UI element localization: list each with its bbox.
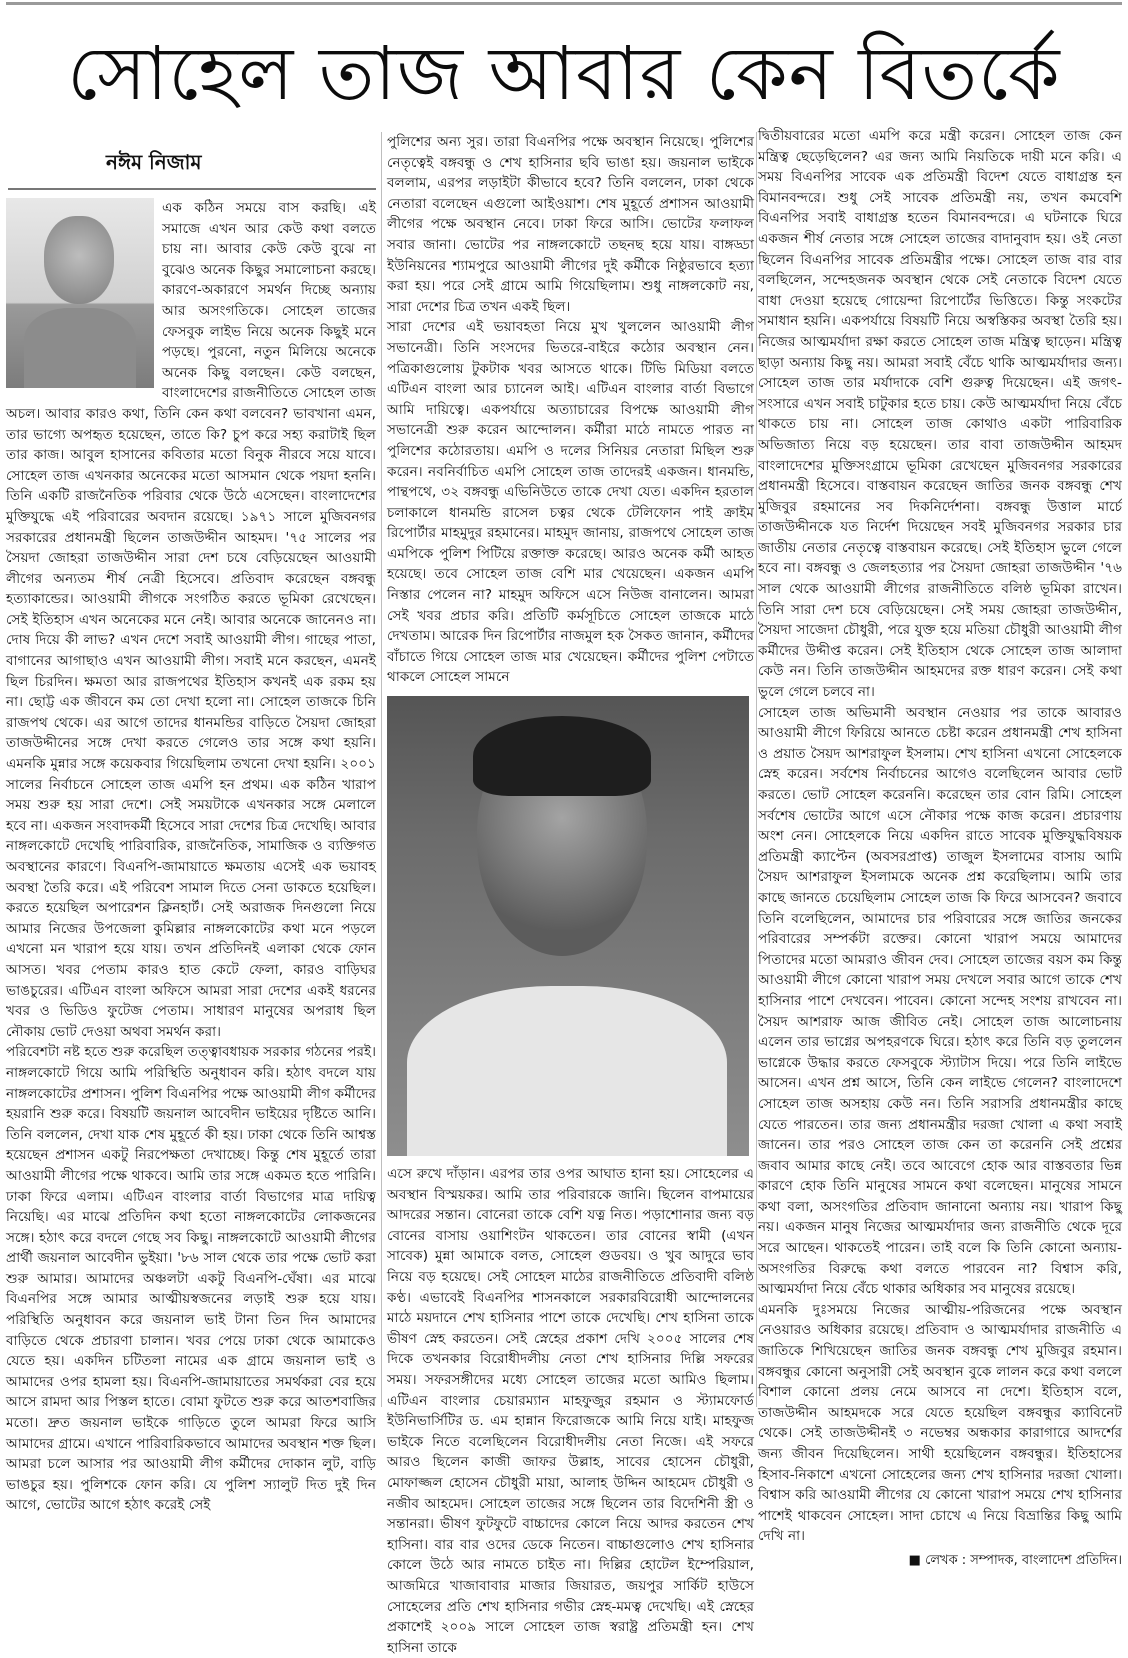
paragraph: এমনকি দুঃসময়ে নিজের আত্মীয়-পরিজনের পক্ষে অবস্থান নেওয়ারও অধিকার রয়েছে। প্রতিবাদ ও আত্মমর্যাদার রাজনীতি এ জাতিকে শিখিয়েছেন জাতির জনক বঙ্গবন্ধু শেখ মুজিবুর রহমান। বঙ্গবন্ধুর কোনো অনুসারী সেই অবস্থান বুকে লালন করে কথা বললে বিশাল কোনো প্রলয় নেমে আসবে না দেশে। ইতিহাস বলে, তাজউদ্দীন আহমদকে সরে যেতে হয়েছিল বঙ্গবন্ধুর ক্যাবিনেট থেকে। সেই তাজউদ্দীনই ৩ নভেম্বর অন্ধকার কারাগারে আদর্শের জন্য জীবন দিয়েছিলেন। সাথী হয়েছিলেন বঙ্গবন্ধুর। ইতিহাসের হিসাব-নিকাশে এখনো সোহেলের জন্য শেখ হাসিনার দরজা খোলা। বিশ্বাস করি আওয়ামী লীগের যে কোনো খারাপ সময়ে শেখ হাসিনার পাশেই থাকবেন সোহেল। সাদা চোখে এ নিয়ে বিভ্রান্তির কিছু আমি দেখি না। [758, 1301, 1122, 1545]
portrait-shirt [407, 986, 727, 1156]
byline: নঈম নিজাম [106, 150, 202, 174]
portrait-hair [473, 716, 651, 796]
paragraph: পুলিশের অন্য সুর। তারা বিএনপির পক্ষে অবস্থান নিয়েছে। পুলিশের নেতৃত্বেই বঙ্গবন্ধু ও শেখ হাসিনার ছবি ভাঙা হয়। জয়নাল ভাইকে বললাম, এরপর লড়াইটা কীভাবে হবে? তিনি বললেন, ঢাকা থেকে নেতারা বলেছেন এগুলো আইওয়াশ। শেষ মুহূর্তে প্রশাসন আওয়ামী লীগের পক্ষে অবস্থান নেবে। ঢাকা ফিরে আসি। ভোটের ফলাফল সবার জানা। ভোটের পর নাঙ্গলকোটে তছনছ হয়ে যায়। বাঙ্গড্ডা ইউনিয়নের শ্যামপুরে আওয়ামী লীগের দুই কর্মীকে নিষ্ঠুরভাবে হত্যা করা হয়। পরে সেই গ্রামে আমি গিয়েছিলাম। শুধু নাঙ্গলকোট নয়, সারা দেশের চিত্র তখন একই ছিল। [387, 134, 754, 315]
portrait-face [44, 216, 114, 304]
author-signature: ■ লেখক : সম্পাদক, বাংলাদেশ প্রতিদিন। [908, 1552, 1122, 1568]
subject-portrait [387, 696, 749, 1156]
article-column-1 [6, 126, 376, 1514]
paragraph: এক কঠিন সময়ে বাস করছি। এই সমাজে এখন আর কেউ কথা বলতে চায় না। আবার কেউ কেউ বুঝে না বুঝেও অনেক কিছুর সমালোচনা করছে। কারণে-অকারণে সমর্থন দিচ্ছে অন্যায় আর অসংগতিকে। সোহেল তাজের ফেসবুক লাইভ নিয়ে অনেক কিছুই মনে পড়ছে। পুরনো, নতুন মিলিয়ে অনেকে অনেক কিছু বলছেন। কেউ বলছেন, বাংলাদেশের রাজনীতিতে সোহেল তাজ অচল। আবার কারও কথা, তিনি কেন কথা বলবেন? ভাবখানা এমন, তার ভাগ্যে অপহৃত হয়েছেন, তাতে কি? চুপ করে সহ্য করাটাই ছিল তার কাজ। আবুল হাসানের কবিতার মতো বিনুক নীরবে সয়ে যাবে। সোহেল তাজ এখনকার অনেকের মতো আসমান থেকে পয়দা হননি। তিনি একটি রাজনৈতিক পরিবার থেকে উঠে এসেছেন। বাংলাদেশের মুক্তিযুদ্ধে এই পরিবারের অবদান রয়েছে। ১৯৭১ সালে মুজিবনগর সরকারের প্রধানমন্ত্রী ছিলেন তাজউদ্দীন আহমদ। '৭৫ সালের পর সৈয়দা জোহরা তাজউদ্দীন সারা দেশ চষে বেড়িয়েছেন আওয়ামী লীগের অন্যতম শীর্ষ নেত্রী হিসেবে। প্রতিবাদ করেছেন বঙ্গবন্ধু হত্যাকান্ডের। আওয়ামী লীগকে সংগঠিত করতে ভূমিকা রেখেছেন। সেই ইতিহাস এখন অনেকের মনে নেই। আবার অনেকে জানেনও না। দোষ দিয়ে কী লাভ? এখন দেশে সবাই আওয়ামী লীগ। গাছের পাতা, বাগানের আগাছাও এখন আওয়ামী লীগ। সবাই মনে করছেন, এমনই ছিল চিরদিন। ক্ষমতা আর রাজপথের ইতিহাস কখনই এক রকম হয় না। ছোট্ট এক জীবনে কম তো দেখা হলো না। সোহেল তাজকে চিনি রাজপথ থেকে। এর আগে তাদের ধানমন্ডির বাড়িতে সৈয়দা জোহরা তাজউদ্দীনের সঙ্গে দেখা করতে গেলেও তার সঙ্গে কথা হয়নি। এমনকি মুন্নার সঙ্গে কয়েকবার গিয়েছিলাম তখনো দেখা হয়নি। ২০০১ সালের নির্বাচনে সোহেল তাজ এমপি হন প্রথম। এক কঠিন খারাপ সময় শুরু হয় সারা দেশে। সেই সময়টাকে এখনকার সঙ্গে মেলালে হবে না। একজন সংবাদকর্মী হিসেবে সারা দেশের চিত্র দেখেছি। আবার নাঙ্গলকোটে দেখেছি পারিবারিক, রাজনৈতিক, সামাজিক ও ব্যক্তিগত অবস্থানের কারণে। বিএনপি-জামায়াতে ক্ষমতায় এসেই এক ভয়াবহ অবস্থা তৈরি করে। এই পরিবেশ সামাল দিতে সেনা ডাকতে হয়েছিল। করতে হয়েছিল অপারেশন ক্লিনহার্ট। সেই অরাজক দিনগুলো নিয়ে আমার নিজের উপজেলা কুমিল্লার নাঙ্গলকোটের কথা মনে পড়লে এখনো মন খারাপ হয়ে যায়। তখন প্রতিদিনই এলাকা থেকে ফোন আসত। খবর পেতাম কারও হাত কেটে ফেলা, কারও বাড়িঘর ভাঙচুরের। এটিএন বাংলা অফিসে আমরা সারা দেশের একই ধরনের খবর ও ভিডিও ফুটেজ পেতাম। সাধারণ মানুষের অপরাধ ছিল নৌকায় ভোট দেওয়া অথবা সমর্থন করা। [6, 200, 376, 1040]
paragraph: পরিবেশটা নষ্ট হতে শুরু করেছিল তত্ত্বাবধায়ক সরকার গঠনের পরই। নাঙ্গলকোটে গিয়ে আমি পরিস্থিতি অনুধাবন করি। হঠাৎ বদলে যায় নাঙ্গলকোটের প্রশাসন। পুলিশ বিএনপির পক্ষে আওয়ামী লীগ কর্মীদের হয়রানি শুরু করে। বিষয়টি জয়নাল আবেদীন ভাইয়ের দৃষ্টিতে আনি। তিনি বললেন, দেখা যাক শেষ মুহূর্তে কী হয়। ঢাকা থেকে তিনি আশ্বস্ত হয়েছেন প্রশাসন একটু নিরপেক্ষতা দেখাচ্ছে। কিন্তু শেষ মুহূর্তে তারা আওয়ামী লীগের পক্ষে থাকবে। আমি তার সঙ্গে একমত হতে পারিনি। ঢাকা ফিরে এলাম। এটিএন বাংলার বার্তা বিভাগের মাত্র দায়িত্ব নিয়েছি। এর মাঝে প্রতিদিন কথা হতো নাঙ্গলকোটের লোকজনের সঙ্গে। হঠাৎ করে বদলে গেছে সব কিছু। নাঙ্গলকোটে আওয়ামী লীগের প্রার্থী জয়নাল আবেদীন ভুইয়া। '৮৬ সাল থেকে তার পক্ষে ভোট করা শুরু আমার। আমাদের অঞ্চলটা একটু বিএনপি-ঘেঁষা। এর মাঝে বিএনপির সঙ্গে আমার আত্মীয়স্বজনের লড়াই শুরু হয়ে যায়। পরিস্থিতি অনুধাবন করে জয়নাল ভাই টানা তিন দিন আমাদের বাড়িতে থেকে প্রচারণা চালান। খবর পেয়ে ঢাকা থেকে আমাকেও যেতে হয়। একদিন চটিতলা নামের এক গ্রামে জয়নাল ভাই ও আমাদের ওপর হামলা হয়। বিএনপি-জামায়াতের সমর্থকরা বের হয়ে আসে রামদা আর পিস্তল হাতে। বোমা ফুটতে শুরু করে আতশবাজির মতো। দ্রুত জয়নাল ভাইকে গাড়িতে তুলে আমরা ফিরে আসি আমাদের গ্রামে। এখানে পারিবারিকভাবে আমাদের অবস্থান শক্ত ছিল। আমরা চলে আসার পর আওয়ামী লীগ কর্মীদের দোকান লুট, বাড়ি ভাঙচুর হয়। পুলিশকে ফোন করি। যে পুলিশ স্যালুট দিত দুই দিন আগে, ভোটের আগে হঠাৎ করেই সেই [6, 1044, 376, 1514]
author-portrait [6, 198, 154, 388]
column-divider [381, 132, 382, 1407]
paragraph: এসে রুখে দাঁড়ান। এরপর তার ওপর আঘাত হানা হয়। সোহেলের এ অবস্থান বিস্ময়কর। আমি তার পরিবারকে জানি। ছিলেন বাপমায়ের আদরের সন্তান। বোনেরা তাকে বেশি যত্ন নিত। পড়াশোনার জন্য বড় বোনের বাসায় ওয়াশিংটন থাকতেন। তার বোনের স্বামী (এখন সাবেক) মুন্না আমাকে বলত, সোহেল গুডবয়। ও খুব আদুরে ভাব নিয়ে বড় হয়েছে। সেই সোহেল মাঠের রাজনীতিতে প্রতিবাদী বলিষ্ঠ কণ্ঠ। এভাবেই বিএনপির শাসনকালে সরকারবিরোধী আন্দোলনের মাঠে ময়দানে শেখ হাসিনার পাশে তাকে দেখেছি। শেখ হাসিনা তাকে ভীষণ স্নেহ করতেন। সেই স্নেহের প্রকাশ দেখি ২০০৫ সালের শেষ দিকে তখনকার বিরোধীদলীয় নেতা শেখ হাসিনার দিল্লি সফরের সময়। সফরসঙ্গীদের মধ্যে সোহেল তাজের মতো আমিও ছিলাম। এটিএন বাংলার চেয়ারম্যান মাহফুজুর রহমান ও স্ট্যামফোর্ড ইউনিভার্সিটির ড. এম হান্নান ফিরোজকে আমি নিয়ে যাই। মাহফুজ ভাইকে নিতে বলেছিলেন বিরোধীদলীয় নেতা নিজে। এই সফরে আরও ছিলেন কাজী জাফর উল্লাহ, সাবের হোসেন চৌধুরী, মোফাজ্জল হোসেন চৌধুরী মায়া, আলাহ উদ্দিন আহমেদ চৌধুরী ও নজীব আহমেদ। সোহেল তাজের সঙ্গে ছিলেন তার বিদেশিনী স্ত্রী ও সন্তানরা। ভীষণ ফুটফুটে বাচ্চাদের কোলে নিয়ে আদর করতেন শেখ হাসিনা। বার বার ওদের ডেকে নিতেন। বাচ্চাগুলোও শেখ হাসিনার কোলে উঠে আর নামতে চাইত না। দিল্লির হোটেল ইম্পেরিয়াল, আজমিরে খাজাবাবার মাজার জিয়ারত, জয়পুর সার্কিট হাউসে সোহেলের প্রতি শেখ হাসিনার গভীর স্নেহ-মমত্ব দেখেছি। এই স্নেহের প্রকাশেই ২০০৯ সালে সোহেল তাজ স্বরাষ্ট্র প্রতিমন্ত্রী হন। শেখ হাসিনা তাকে [387, 1166, 754, 1656]
column-divider [756, 132, 757, 1407]
paragraph: দ্বিতীয়বারের মতো এমপি করে মন্ত্রী করেন। সোহেল তাজ কেন মন্ত্রিত্ব ছেড়েছিলেন? এর জন্য আমি নিয়তিকে দায়ী মনে করি। এ সময় বিএনপির সাবেক এক প্রতিমন্ত্রী বিদেশ যেতে বাধাগ্রস্ত হন বিমানবন্দরে। শুধু সেই সাবেক প্রতিমন্ত্রী নয়, তখন কমবেশি বিএনপির সবাই বাধাগ্রস্ত হতেন বিমানবন্দরে। এ ঘটনাকে ঘিরে একজন শীর্ষ নেতার সঙ্গে সোহেল তাজের বাদানুবাদ হয়। ওই নেতা ছিলেন বিএনপির সাবেক প্রতিমন্ত্রীর পক্ষে। সোহেল তাজ বার বার বলছিলেন, সন্দেহজনক অবস্থান থেকে সেই নেতাকে বিদেশ যেতে বাধা দেওয়া হয়েছে গোয়েন্দা রিপোর্টের ভিত্তিতে। কিন্তু সংকটের সমাধান হয়নি। একপর্যায়ে বিষয়টি নিয়ে অস্বস্তিকর অবস্থা তৈরি হয়। নিজের আত্মমর্যাদা রক্ষা করতে সোহেল তাজ মন্ত্রিত্ব ছাড়েন। মন্ত্রিত্ব ছাড়া অন্যায় কিছু নয়। আমরা সবাই বেঁচে থাকি আত্মমর্যাদার জন্য। সোহেল তাজ তার মর্যাদাকে বেশি গুরুত্ব দিয়েছেন। এই জগৎ-সংসারে এখন সবাই চাটুকার হতে চায়। কেউ আত্মমর্যাদা নিয়ে বেঁচে থাকতে চায় না। সোহেল তাজ কোথাও একটা পারিবারিক অভিজাত্য নিয়ে বড় হয়েছেন। তার বাবা তাজউদ্দীন আহমদ বাংলাদেশের মুক্তিসংগ্রামে ভূমিকা রেখেছেন মুজিবনগর সরকারের প্রধানমন্ত্রী হিসেবে। বাস্তবায়ন করেছেন জাতির জনক বঙ্গবন্ধু শেখ মুজিবুর রহমানের সব দিকনির্দেশনা। বঙ্গবন্ধু উত্তাল মার্চে তাজউদ্দীনকে যত নির্দেশ দিয়েছেন সবই মুজিবনগর সরকার চার জাতীয় নেতার নেতৃত্বে বাস্তবায়ন করেছে। সেই ইতিহাস ভুলে গেলে হবে না। বঙ্গবন্ধু ও জেলহত্যার পর সৈয়দা জোহরা তাজউদ্দীন '৭৬ সাল থেকে আওয়ামী লীগের রাজনীতিতে বলিষ্ঠ ভূমিকা রাখেন। তিনি সারা দেশ চষে বেড়িয়েছেন। সেই সময় জোহরা তাজউদ্দীন, সৈয়দা সাজেদা চৌধুরী, পরে যুক্ত হয়ে মতিয়া চৌধুরী আওয়ামী লীগ কর্মীদের উদ্দীপ্ত করেন। সেই ইতিহাস থেকে সোহেল তাজ আলাদা কেউ নন। তিনি তাজউদ্দীন আহমদের রক্ত ধারণ করেন। সেই কথা ভুলে গেলে চলবে না। [758, 128, 1122, 701]
paragraph: সারা দেশের এই ভয়াবহতা নিয়ে মুখ খুললেন আওয়ামী লীগ সভানেত্রী। তিনি সংসদের ভিতরে-বাইরে কঠোর অবস্থান নেন। পত্রিকাগুলোয় টুকটাক খবর আসতে থাকে। টিভি মিডিয়া বলতে এটিএন বাংলা আর চ্যানেল আই। এটিএন বাংলার বার্তা বিভাগে আমি দায়িত্বে। একপর্যায়ে অত্যাচারের বিপক্ষে আওয়ামী লীগ সভানেত্রী শুরু করেন আন্দোলন। কর্মীরা মাঠে নামতে পারত না পুলিশের কঠোরতায়। এমপি ও দলের সিনিয়র নেতারা মিছিল শুরু করেন। নবনির্বাচিত এমপি সোহেল তাজ তাদেরই একজন। ধানমন্ডি, পান্থপথে, ৩২ বঙ্গবন্ধু এভিনিউতে তাকে দেখা যেত। একদিন হরতাল চলাকালে ধানমন্ডি রাসেল চত্বর থেকে টেলিফোন পাই ক্রাইম রিপোর্টার মাহমুদুর রহমানের। মাহমুদ জানায়, রাজপথে সোহেল তাজ এমপিকে পুলিশ পিটিয়ে রক্তাক্ত করেছে। আরও অনেক কর্মী আহত হয়েছে। তবে সোহেল তাজ বেশি মার খেয়েছেন। একজন এমপি নিস্তার পেলেন না? মাহমুদ অফিসে এসে নিউজ বানালেন। আমরা সেই খবর প্রচার করি। প্রতিটি কর্মসূচিতে সোহেল তাজকে মাঠে দেখতাম। আরেক দিন রিপোর্টার নাজমুল হক সৈকত জানান, কর্মীদের বাঁচাতে গিয়ে সোহেল তাজ মার খেয়েছেন। কর্মীদের পুলিশ পেটাতে থাকলে সোহেল সামনে [387, 319, 754, 686]
top-rule [6, 2, 1122, 5]
headline: সোহেল তাজ আবার কেন বিতর্কে [67, 31, 1061, 117]
portrait-shoulders [24, 308, 136, 388]
paragraph: সোহেল তাজ অভিমানী অবস্থান নেওয়ার পর তাকে আবারও আওয়ামী লীগে ফিরিয়ে আনতে চেষ্টা করেন প্রধানমন্ত্রী শেখ হাসিনা ও প্রয়াত সৈয়দ আশরাফুল ইসলাম। শেখ হাসিনা এখনো সোহেলকে স্নেহ করেন। সর্বশেষ নির্বাচনের আগেও বলেছিলেন আবার ভোট করতে। ভোট সোহেল করেননি। করেছেন তার বোন রিমি। সোহেল সর্বশেষ ভোটের আগে এসে নৌকার পক্ষে কাজ করেন। প্রচারণায় অংশ নেন। সোহেলকে নিয়ে একদিন রাতে সাবেক মুক্তিযুদ্ধবিষয়ক প্রতিমন্ত্রী ক্যাপ্টেন (অবসরপ্রাপ্ত) তাজুল ইসলামের বাসায় আমি সৈয়দ আশরাফুল ইসলামকে অনেক প্রশ্ন করেছিলাম। আমি তার কাছে জানতে চেয়েছিলাম সোহেল তাজ কি ফিরে আসবেন? জবাবে তিনি বলেছিলেন, আমাদের চার পরিবারের সঙ্গে জাতির জনকের পরিবারের সম্পর্কটা রক্তের। কোনো খারাপ সময়ে আমাদের পিতাদের মতো আমরাও জীবন দেব। সোহেল তাজের বয়স কম কিন্তু আওয়ামী লীগে কোনো খারাপ সময় দেখলে সবার আগে তাকে শেখ হাসিনার পাশে দেখবেন। পাবেন। কোনো সন্দেহ সংশয় রাখবেন না। সৈয়দ আশরাফ আজ জীবিত নেই। সোহেল তাজ আলোচনায় এলেন তার ভাগ্নের অপহরণকে ঘিরে। হঠাৎ করে তিনি বড় তুললেন ভাগ্নেকে উদ্ধার করতে ফেসবুকে স্ট্যাটাস দিয়ে। পরে তিনি লাইভে আসেন। এখন প্রশ্ন আসে, তিনি কেন লাইভে গেলেন? বাংলাদেশে সোহেল তাজ অসহায় কেউ নন। তিনি সরাসরি প্রধানমন্ত্রীর কাছে যেতে পারতেন। তার জন্য প্রধানমন্ত্রীর দরজা খোলা এ কথা সবাই জানেন। তার পরও সোহেল তাজ কেন তা করেননি সেই প্রশ্নের জবাব আমার কাছে নেই। তবে আবেগে হোক আর বাস্তবতার ভিন্ন কারণে হোক তিনি মানুষের সামনে কথা বলেছেন। মানুষের সামনে কথা বলা, অসংগতির প্রতিবাদ জানানো অন্যায় নয়। খারাপ কিছু নয়। একজন মানুষ নিজের আত্মমর্যাদার জন্য রাজনীতি থেকে দূরে সরে আছেন। থাকতেই পারেন। তাই বলে কি তিনি কোনো অন্যায়-অসংগতির বিরুদ্ধে কথা বলতে পারবেন না? বিশ্বাস করি, আত্মমর্যাদা নিয়ে বেঁচে থাকার অধিকার সব মানুষের রয়েছে। [758, 704, 1122, 1298]
byline-rule [8, 188, 376, 190]
article-column-2 [387, 132, 754, 1656]
article-column-3 [758, 126, 1122, 1568]
